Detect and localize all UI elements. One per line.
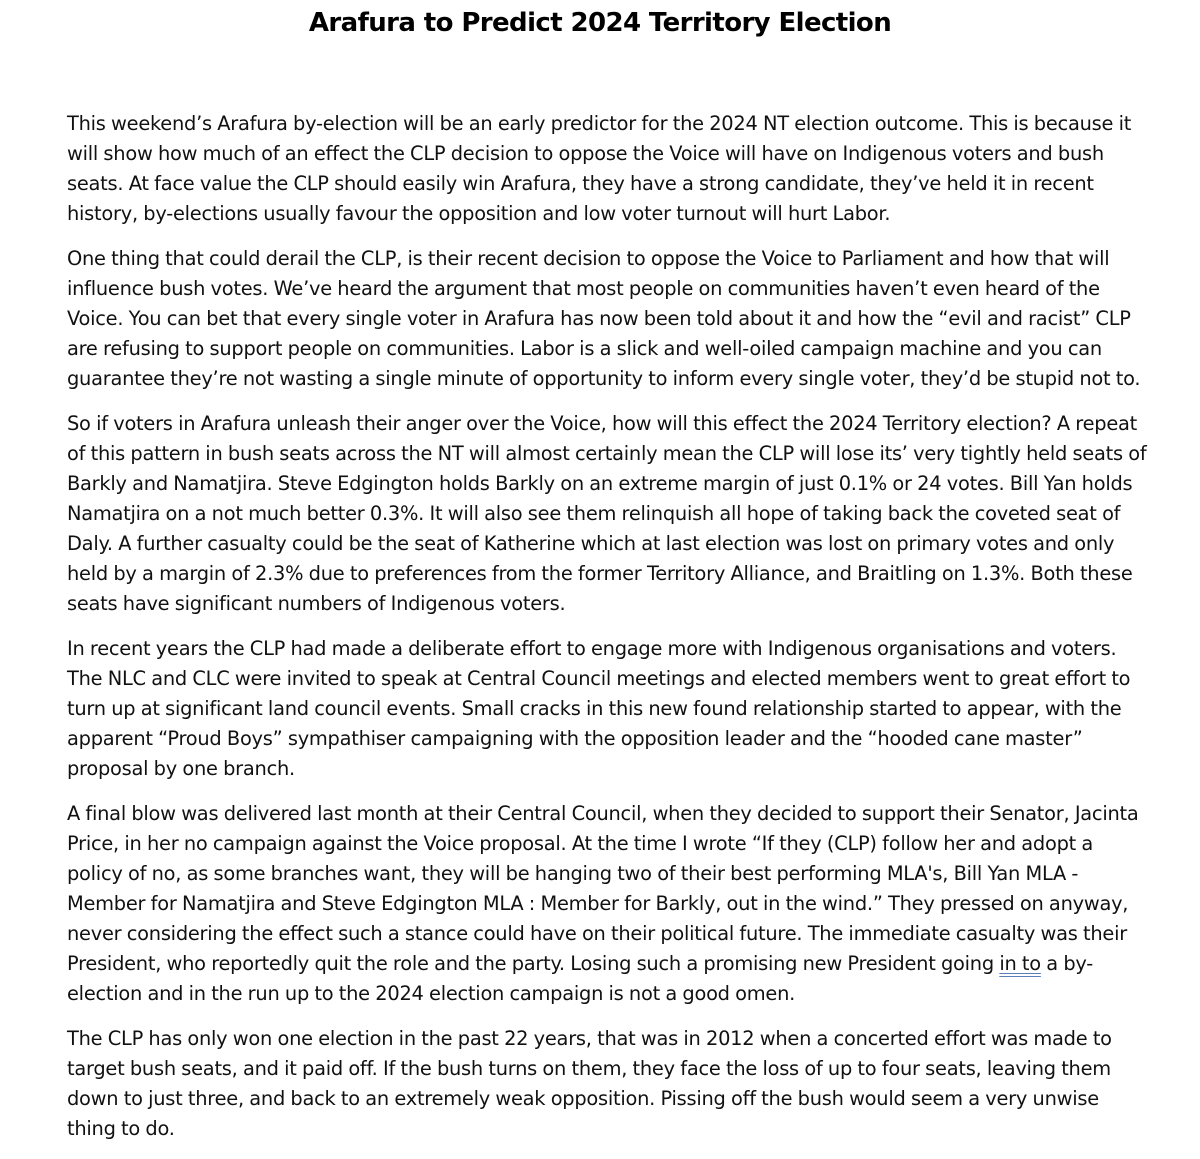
grammar-flagged-phrase[interactable]: in to [999,952,1041,975]
paragraph-5 [67,799,1147,1009]
paragraph-6: The CLP has only won one election in the past 22 years, that was in 2012 when a concerted effort was made to target bush seats, and it paid off. If the bush turns on them, they face the loss of up to four seats, leaving them down to just three, and back to an extremely weak opposition. Pissing off the bush would seem a very unwise thing to do. [67,1027,1112,1140]
paragraph-1: This weekend’s Arafura by-election will be an early predictor for the 2024 NT election outcome. This is because it will show how much of an effect the CLP decision to oppose the Voice will have on Indigenous voters and bush seats. At face value the CLP should easily win Arafura, they have a strong candidate, they’ve held it in recent history, by-elections usually favour the opposition and low voter turnout will hurt Labor. [67,112,1132,225]
paragraph-5-text-before: A final blow was delivered last month at their Central Council, when they decided to support their Senator, Jacinta Price, in her no campaign against the Voice proposal. At the time I wrote “If they (CLP) follow her and adopt a policy of no, as some branches want, they will be hanging two of their best performing MLA's, Bill Yan MLA - Member for Namatjira and Steve Edgington MLA : Member for Barkly, out in the wind.” They pressed on anyway, never considering the effect such a stance could have on their political future. The immediate casualty was their President, who reportedly quit the role and the party. Losing such a promising new President going [67,802,1139,975]
document-body [67,109,1147,1159]
paragraph-5-text-after: a by-election and in the run up to the 2024 election campaign is not a good omen. [67,952,1094,1005]
paragraph-2: One thing that could derail the CLP, is their recent decision to oppose the Voice to Parliament and how that will influence bush votes. We’ve heard the argument that most people on communities haven’t even heard of the Voice. You can bet that every single voter in Arafura has now been told about it and how the “evil and racist” CLP are refusing to support people on communities. Labor is a slick and well-oiled campaign machine and you can guarantee they’re not wasting a single minute of opportunity to inform every single voter, they’d be stupid not to. [67,247,1141,390]
paragraph-3: So if voters in Arafura unleash their anger over the Voice, how will this effect the 2024 Territory election? A repeat of this pattern in bush seats across the NT will almost certainly mean the CLP will lose its’ very tightly held seats of Barkly and Namatjira. Steve Edgington holds Barkly on an extreme margin of just 0.1% or 24 votes. Bill Yan holds Namatjira on a not much better 0.3%. It will also see them relinquish all hope of taking back the coveted seat of Daly. A further casualty could be the seat of Katherine which at last election was lost on primary votes and only held by a margin of 2.3% due to preferences from the former Territory Alliance, and Braitling on 1.3%. Both these seats have significant numbers of Indigenous voters. [67,412,1147,615]
document-title: Arafura to Predict 2024 Territory Election [308,8,892,38]
paragraph-4: In recent years the CLP had made a deliberate effort to engage more with Indigenous organisations and voters. The NLC and CLC were invited to speak at Central Council meetings and elected members went to great effort to turn up at significant land council events. Small cracks in this new found relationship started to appear, with the apparent “Proud Boys” sympathiser campaigning with the opposition leader and the “hooded cane master” proposal by one branch. [67,637,1131,780]
